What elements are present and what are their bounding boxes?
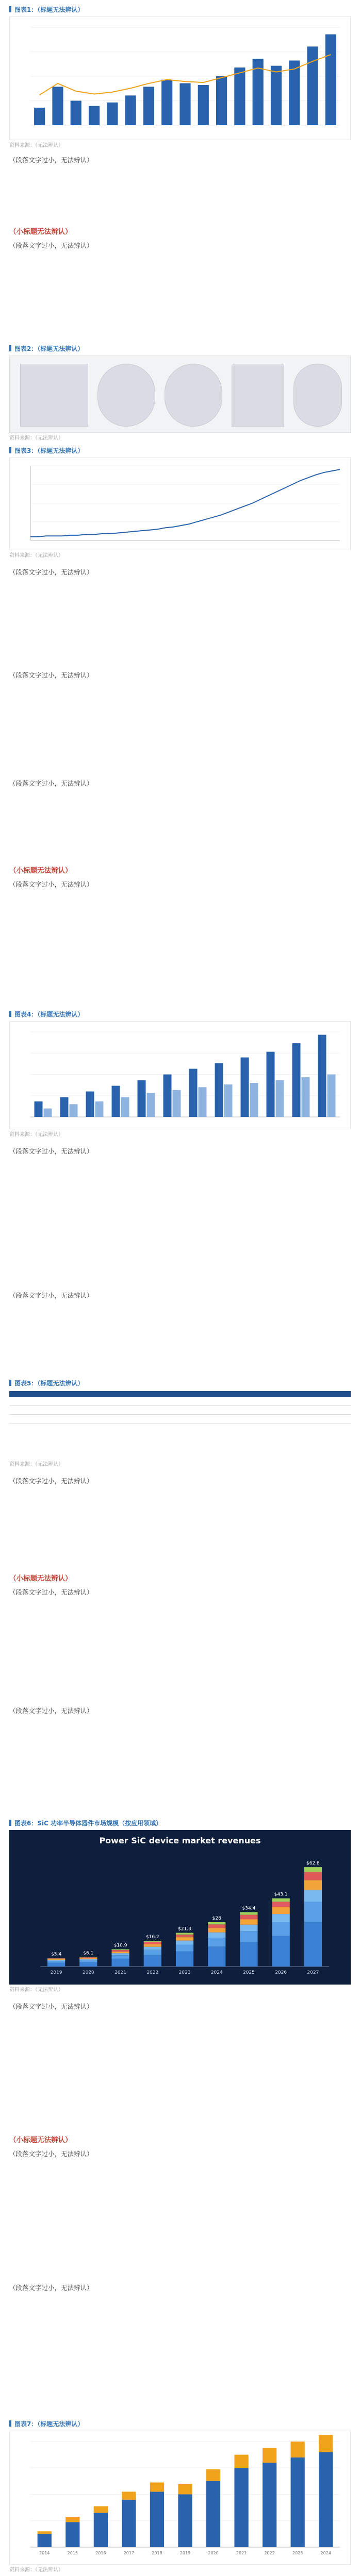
bar-segment	[111, 1950, 129, 1951]
table-cell	[88, 1406, 141, 1415]
bar-segment	[240, 1942, 257, 1967]
paragraph-9: （段落文字过小，无法辨认）	[9, 1477, 93, 1485]
bar-segment	[111, 1953, 129, 1955]
table-cell	[246, 1406, 298, 1415]
tick-label: 2026	[275, 1970, 287, 1975]
bar-segment	[304, 1880, 322, 1890]
bar-segment	[144, 1941, 161, 1942]
bar	[271, 66, 282, 125]
stacked-bar-chart	[10, 2431, 350, 2564]
figure-1-chart	[9, 16, 351, 140]
paragraph-5: （段落文字过小，无法辨认）	[9, 779, 93, 787]
bar	[178, 2495, 192, 2548]
bar	[289, 60, 300, 125]
bar-segment	[79, 1962, 97, 1967]
bar-segment	[47, 1960, 65, 1961]
paragraph-6: （段落文字过小，无法辨认）	[9, 880, 93, 888]
bar	[147, 1093, 155, 1117]
bar	[234, 67, 245, 125]
figure-7-chart	[9, 2431, 351, 2565]
bar	[71, 101, 81, 126]
tick-label: 2024	[210, 1970, 223, 1975]
bar-segment	[144, 1947, 161, 1950]
bar	[89, 106, 100, 125]
bar-segment	[111, 1955, 129, 1959]
tick-label: 2015	[67, 2551, 78, 2555]
tick-label: 2016	[95, 2551, 106, 2555]
bar-segment	[272, 1936, 290, 1967]
bar-segment	[176, 1944, 193, 1951]
bar	[215, 1063, 223, 1117]
table-row	[9, 1415, 351, 1423]
chart-title: Power SiC device market revenues	[99, 1836, 261, 1845]
bar	[38, 2534, 52, 2547]
bar-segment	[144, 1950, 161, 1955]
tick-label: 2027	[307, 1970, 319, 1975]
paragraph-4: （段落文字过小，无法辨认）	[9, 671, 93, 679]
bar	[138, 1080, 146, 1117]
table-cell	[88, 1415, 141, 1423]
figure-6-caption: 图表6：SiC 功率半导体器件市场规模（按应用领域）	[9, 1819, 351, 1828]
bar-segment	[176, 1935, 193, 1937]
figure-3-source: 资料来源：（无法辨认）	[9, 553, 63, 558]
paragraph-7: （段落文字过小，无法辨认）	[9, 1147, 93, 1155]
bar	[263, 2463, 276, 2547]
bar	[234, 2468, 248, 2547]
bar	[38, 2531, 52, 2534]
section-heading-2: （小标题无法辨认）	[9, 867, 72, 875]
bar	[125, 95, 136, 125]
bar	[224, 1084, 233, 1117]
table-cell	[298, 1415, 351, 1423]
table-cell	[141, 1415, 193, 1423]
bar	[189, 1069, 198, 1117]
figure-5-source: 资料来源：（无法辨认）	[9, 1462, 63, 1467]
product-photo	[232, 364, 284, 427]
bar-segment	[208, 1928, 225, 1933]
bar	[66, 2517, 79, 2522]
bar	[34, 108, 45, 125]
tick-label: 2019	[179, 2551, 191, 2555]
paragraph-14: （段落文字过小，无法辨认）	[9, 2284, 93, 2292]
product-photo	[97, 364, 155, 427]
table-row	[9, 1406, 351, 1415]
table-cell	[193, 1415, 246, 1423]
bar	[70, 1104, 78, 1117]
data-label: $43.1	[274, 1892, 288, 1897]
bar-segment	[111, 1959, 129, 1967]
bar	[35, 1101, 43, 1117]
figure-2-caption: 图表2：（标题无法辨认）	[9, 344, 351, 353]
bar-segment	[208, 1922, 225, 1924]
bar	[250, 1083, 258, 1117]
section-heading-4: （小标题无法辨认）	[9, 2136, 72, 2144]
bar-segment	[176, 1933, 193, 1935]
tick-label: 2021	[236, 2551, 247, 2555]
column-header	[141, 1391, 193, 1397]
bar	[178, 2484, 192, 2495]
bar	[94, 2506, 108, 2513]
bar	[122, 2500, 136, 2547]
bar-segment	[304, 1922, 322, 1967]
bar	[267, 1052, 275, 1117]
bar	[291, 2458, 305, 2547]
paragraph-2: （段落文字过小，无法辨认）	[9, 242, 93, 249]
section-heading-1: （小标题无法辨认）	[9, 228, 72, 236]
tick-label: 2023	[178, 1970, 191, 1975]
bar	[179, 83, 190, 125]
figure-4-chart	[9, 1021, 351, 1129]
paragraph-8: （段落文字过小，无法辨认）	[9, 1292, 93, 1299]
figure-4-source: 资料来源：（无法辨认）	[9, 1132, 63, 1138]
bar	[198, 85, 209, 125]
bar-chart	[10, 1022, 350, 1129]
table-cell	[9, 1415, 88, 1423]
bar	[319, 2452, 333, 2548]
paragraph-11: （段落文字过小，无法辨认）	[9, 1707, 93, 1715]
tick-label: 2022	[146, 1970, 159, 1975]
bar	[276, 1080, 284, 1117]
figure-3-chart	[9, 457, 351, 550]
data-label: $62.8	[306, 1861, 320, 1867]
table-cell	[141, 1406, 193, 1415]
paragraph-12: （段落文字过小，无法辨认）	[9, 2003, 93, 2010]
bar-segment	[272, 1907, 290, 1914]
paragraph-10: （段落文字过小，无法辨认）	[9, 1588, 93, 1596]
bar-segment	[240, 1931, 257, 1942]
bar	[325, 35, 336, 125]
bar-segment	[79, 1957, 97, 1958]
figure-4-caption: 图表4：（标题无法辨认）	[9, 1010, 351, 1019]
bar-segment	[79, 1958, 97, 1959]
bar-segment	[111, 1950, 129, 1952]
product-photo	[293, 364, 342, 427]
bar	[52, 87, 63, 125]
bar	[302, 1077, 310, 1117]
bar-segment	[208, 1933, 225, 1938]
figure-2-image	[9, 355, 351, 433]
bar	[241, 1058, 249, 1117]
bar	[163, 1075, 172, 1117]
table-cell	[298, 1406, 351, 1415]
table-cell	[246, 1415, 298, 1423]
bar	[318, 1035, 326, 1117]
bar	[44, 1109, 52, 1117]
bar-segment	[111, 1952, 129, 1953]
bar-segment	[208, 1924, 225, 1928]
figure-7-source: 资料来源：（无法辨认）	[9, 2567, 63, 2573]
bar-segment	[144, 1942, 161, 1944]
figure-5-caption: 图表5：（标题无法辨认）	[9, 1379, 351, 1388]
paragraph-13: （段落文字过小，无法辨认）	[9, 2150, 93, 2158]
bar	[161, 80, 172, 125]
bar	[234, 2455, 248, 2468]
bar	[150, 2492, 164, 2547]
bar	[95, 1101, 104, 1117]
bar-segment	[240, 1925, 257, 1931]
bar-segment	[208, 1946, 225, 1967]
table-cell	[246, 1397, 298, 1406]
bar	[291, 2442, 305, 2458]
tick-label: 2022	[264, 2551, 275, 2555]
figure-3-caption: 图表3：（标题无法辨认）	[9, 446, 351, 455]
bar-segment	[304, 1902, 322, 1922]
figure-6-chart	[9, 1830, 351, 1985]
paragraph-3: （段落文字过小，无法辨认）	[9, 568, 93, 576]
tick-label: 2018	[152, 2551, 162, 2555]
bar	[173, 1090, 181, 1117]
bar-segment	[176, 1952, 193, 1967]
figure-5-table	[9, 1391, 351, 1459]
data-label: $28	[212, 1916, 221, 1921]
column-header	[88, 1391, 141, 1397]
paragraph-1: （段落文字过小，无法辨认）	[9, 156, 93, 164]
data-table	[9, 1391, 351, 1423]
bar	[307, 46, 318, 125]
bar-segment	[304, 1867, 322, 1872]
bar	[86, 1092, 94, 1117]
table-row	[9, 1397, 351, 1406]
bar-segment	[208, 1938, 225, 1946]
column-header	[298, 1391, 351, 1397]
figure-2-source: 资料来源：（无法辨认）	[9, 435, 63, 441]
product-photo	[20, 364, 88, 427]
bar-segment	[304, 1890, 322, 1902]
bar	[292, 1043, 301, 1117]
tick-label: 2017	[123, 2551, 135, 2555]
bar-segment	[47, 1963, 65, 1967]
bar	[94, 2513, 108, 2547]
sic-market-chart	[9, 1830, 351, 1985]
bar	[60, 1097, 69, 1117]
bar-segment	[240, 1912, 257, 1914]
bar-segment	[47, 1958, 65, 1959]
line-chart	[10, 458, 350, 550]
table-cell	[141, 1397, 193, 1406]
section-heading-3: （小标题无法辨认）	[9, 1574, 72, 1583]
table-cell	[193, 1406, 246, 1415]
figure-1-source: 资料来源：（无法辨认）	[9, 143, 63, 148]
figure-6-source: 资料来源：（无法辨认）	[9, 1987, 63, 1993]
bar	[206, 2481, 220, 2547]
bar	[122, 2492, 136, 2499]
tick-label: 2019	[50, 1970, 62, 1975]
data-label: $6.1	[83, 1951, 94, 1956]
bar	[112, 1086, 120, 1117]
column-header	[9, 1391, 88, 1397]
bar	[107, 103, 118, 125]
bar-segment	[272, 1914, 290, 1922]
tick-label: 2014	[39, 2551, 50, 2555]
bar-segment	[176, 1937, 193, 1941]
tick-label: 2023	[292, 2551, 303, 2555]
data-label: $21.3	[178, 1926, 191, 1932]
bar	[206, 2469, 220, 2481]
bar	[319, 2435, 333, 2452]
bar-segment	[272, 1902, 290, 1907]
bar-segment	[79, 1959, 97, 1960]
bar	[328, 1075, 336, 1117]
table-cell	[9, 1397, 88, 1406]
column-header	[193, 1391, 246, 1397]
data-label: $5.4	[51, 1952, 62, 1957]
figure-7-caption: 图表7：（标题无法辨认）	[9, 2419, 351, 2429]
table-cell	[9, 1406, 88, 1415]
tick-label: 2020	[208, 2551, 219, 2555]
bar	[216, 76, 227, 125]
bar-segment	[176, 1941, 193, 1945]
bar-segment	[240, 1919, 257, 1925]
data-label: $34.4	[242, 1906, 256, 1911]
bar	[263, 2448, 276, 2463]
tick-label: 2021	[114, 1970, 127, 1975]
bar-segment	[304, 1872, 322, 1880]
bar	[150, 2482, 164, 2492]
tick-label: 2025	[242, 1970, 255, 1975]
bar	[199, 1087, 207, 1117]
bar-segment	[79, 1960, 97, 1962]
tick-label: 2020	[82, 1970, 94, 1975]
table-cell	[88, 1397, 141, 1406]
bar	[121, 1097, 129, 1117]
product-photo	[165, 364, 222, 427]
bar-line-chart	[10, 17, 350, 140]
bar	[66, 2522, 79, 2547]
data-label: $10.9	[113, 1943, 127, 1948]
bar-segment	[272, 1922, 290, 1936]
bar-segment	[144, 1955, 161, 1967]
table-cell	[193, 1397, 246, 1406]
tick-label: 2024	[320, 2551, 331, 2555]
table-cell	[298, 1397, 351, 1406]
data-label: $16.2	[145, 1935, 159, 1940]
bar-segment	[272, 1899, 290, 1902]
bar-segment	[144, 1944, 161, 1947]
column-header	[246, 1391, 298, 1397]
bar	[143, 87, 154, 125]
bar-segment	[47, 1961, 65, 1962]
bar-segment	[240, 1915, 257, 1919]
figure-1-caption: 图表1：（标题无法辨认）	[9, 5, 351, 14]
bar-segment	[47, 1959, 65, 1960]
